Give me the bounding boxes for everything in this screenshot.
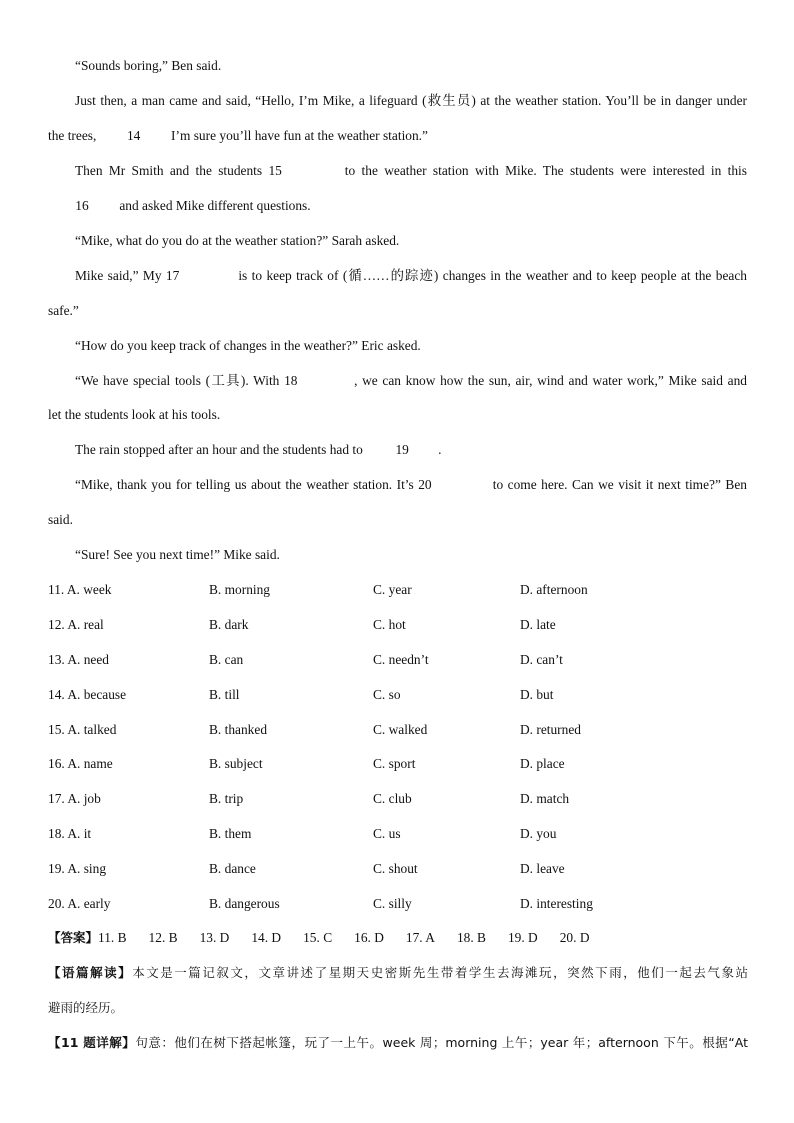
passage-text: . xyxy=(438,442,442,457)
passage-analysis-cont xyxy=(48,999,748,1016)
passage-text: and asked Mike different questions. xyxy=(116,198,311,213)
question-options-19 xyxy=(48,860,748,877)
option-a: 18. A. it xyxy=(48,826,92,841)
answer-item: 19. D xyxy=(507,930,538,945)
option-b: B. dark xyxy=(209,617,249,632)
blank-number: 16 xyxy=(75,198,89,213)
answer-item: 13. D xyxy=(199,930,230,945)
option-d: D. leave xyxy=(520,861,565,876)
blank-number: 18 xyxy=(284,373,298,388)
blank-17 xyxy=(166,267,234,284)
passage-line xyxy=(48,197,748,214)
option-b: B. dance xyxy=(209,861,256,876)
passage-paragraph xyxy=(75,92,747,109)
passage-text: safe.” xyxy=(48,303,79,318)
option-a: 19. A. sing xyxy=(48,861,107,876)
option-a: 11. A. week xyxy=(48,582,112,597)
answer-item: 14. D xyxy=(251,930,282,945)
passage-paragraph xyxy=(75,162,747,179)
passage-text: let the students look at his tools. xyxy=(48,407,221,422)
passage-text: “Mike, what do you do at the weather station?” Sarah asked. xyxy=(75,233,400,248)
passage-line xyxy=(48,302,748,319)
passage-text: “Sure! See you next time!” Mike said. xyxy=(75,547,280,562)
question-options-12 xyxy=(48,616,748,633)
option-c: C. silly xyxy=(373,896,412,911)
passage-text: the trees, xyxy=(48,128,100,143)
option-a: 14. A. because xyxy=(48,687,127,702)
option-c: C. sport xyxy=(373,756,416,771)
passage-text: is to keep track of (循……的踪迹) changes in the weather and to keep people at the beach xyxy=(233,268,747,283)
blank-number: 17 xyxy=(165,268,180,283)
passage-line xyxy=(48,406,748,423)
passage-paragraph xyxy=(75,546,747,563)
option-c: C. so xyxy=(373,687,401,702)
passage-paragraph xyxy=(75,441,747,458)
question-11-detail xyxy=(48,1034,748,1051)
blank-18 xyxy=(284,372,354,389)
option-b: B. can xyxy=(209,652,244,667)
blank-15 xyxy=(268,162,338,179)
blank-19 xyxy=(366,441,438,458)
blank-20 xyxy=(418,476,488,493)
option-d: D. returned xyxy=(520,722,581,737)
option-a: 12. A. real xyxy=(48,617,104,632)
answer-item: 11. B xyxy=(98,930,127,945)
option-d: D. afternoon xyxy=(520,582,588,597)
question-options-16 xyxy=(48,755,748,772)
option-a: 15. A. talked xyxy=(48,722,117,737)
option-b: B. till xyxy=(209,687,240,702)
question-options-17 xyxy=(48,790,748,807)
passage-text: said. xyxy=(48,512,73,527)
option-b: B. morning xyxy=(209,582,271,597)
option-b: B. trip xyxy=(209,791,244,806)
passage-paragraph xyxy=(75,267,747,284)
blank-16 xyxy=(48,197,116,214)
passage-text: to come here. Can we visit it next time?” Ben xyxy=(488,477,747,492)
passage-text: , we can know how the sun, air, wind and water work,” Mike said and xyxy=(354,373,747,388)
option-c: C. hot xyxy=(373,617,406,632)
option-a: 17. A. job xyxy=(48,791,101,806)
option-d: D. interesting xyxy=(520,896,593,911)
option-a: 20. A. early xyxy=(48,896,111,911)
option-c: C. year xyxy=(373,582,412,597)
passage-paragraph xyxy=(75,476,747,493)
question-options-18 xyxy=(48,825,748,842)
question-options-11 xyxy=(48,581,748,598)
passage-paragraph xyxy=(75,372,747,389)
option-c: C. needn’t xyxy=(373,652,429,667)
blank-number: 19 xyxy=(395,442,409,457)
passage-text: Mike said,” My xyxy=(75,268,166,283)
passage-text: to the weather station with Mike. The students were interested in this xyxy=(338,163,747,178)
answer-key xyxy=(48,929,612,946)
analysis-label: 【语篇解读】 xyxy=(48,965,133,980)
passage-text: Then Mr Smith and the students xyxy=(75,163,269,178)
passage-paragraph xyxy=(75,57,747,74)
passage-text: Just then, a man came and said, “Hello, I’m Mike, a lifeguard (救生员) at the weather station. You’ll be in danger under xyxy=(75,93,747,108)
blank-number: 14 xyxy=(126,128,141,143)
answer-item: 16. D xyxy=(354,930,384,945)
passage-text: The rain stopped after an hour and the students had to xyxy=(75,442,367,457)
passage-text: “Mike, thank you for telling us about the weather station. It’s xyxy=(75,477,419,492)
option-a: 16. A. name xyxy=(48,756,113,771)
option-c: C. shout xyxy=(373,861,418,876)
question-options-15 xyxy=(48,721,748,738)
analysis-text: 本文是一篇记叙文，文章讲述了星期天史密斯先生带着学生去海滩玩，突然下雨，他们一起去气象站 xyxy=(132,965,748,980)
passage-paragraph xyxy=(75,337,747,354)
passage-text: “How do you keep track of changes in the weather?” Eric asked. xyxy=(75,338,421,353)
answer-item: 17. A xyxy=(405,930,435,945)
answer-item: 20. D xyxy=(559,930,590,945)
option-b: B. subject xyxy=(209,756,263,771)
blank-number: 20 xyxy=(418,477,432,492)
passage-text: “We have special tools (工具). With xyxy=(75,373,285,388)
passage-line xyxy=(48,511,748,528)
passage-paragraph xyxy=(75,232,747,249)
option-d: D. but xyxy=(520,687,554,702)
option-c: C. walked xyxy=(373,722,428,737)
question-options-13 xyxy=(48,651,748,668)
option-c: C. club xyxy=(373,791,412,806)
detail-text: 句意：他们在树下搭起帐篷，玩了一上午。week 周；morning 上午；year 年；afternoon 下午。根据“At xyxy=(135,1035,749,1050)
analysis-text: 避雨的经历。 xyxy=(48,1000,124,1015)
blank-number: 15 xyxy=(268,163,282,178)
option-b: B. dangerous xyxy=(209,896,280,911)
option-d: D. you xyxy=(520,826,557,841)
option-b: B. them xyxy=(209,826,252,841)
option-d: D. match xyxy=(520,791,570,806)
option-b: B. thanked xyxy=(209,722,268,737)
question-options-14 xyxy=(48,686,748,703)
question-options-20 xyxy=(48,895,748,912)
passage-text: “Sounds boring,” Ben said. xyxy=(75,58,222,73)
option-d: D. place xyxy=(520,756,565,771)
option-d: D. late xyxy=(520,617,556,632)
passage-text: I’m sure you’ll have fun at the weather station.” xyxy=(167,128,428,143)
passage-line xyxy=(48,127,748,144)
answer-item: 15. C xyxy=(303,930,333,945)
option-a: 13. A. need xyxy=(48,652,109,667)
passage-analysis xyxy=(48,964,748,981)
option-d: D. can’t xyxy=(520,652,563,667)
detail-label: 【11 题详解】 xyxy=(48,1035,136,1050)
blank-14 xyxy=(100,127,168,144)
answer-label: 【答案】 xyxy=(48,930,99,945)
answer-item: 18. B xyxy=(456,930,486,945)
answer-item: 12. B xyxy=(148,930,178,945)
option-c: C. us xyxy=(373,826,401,841)
